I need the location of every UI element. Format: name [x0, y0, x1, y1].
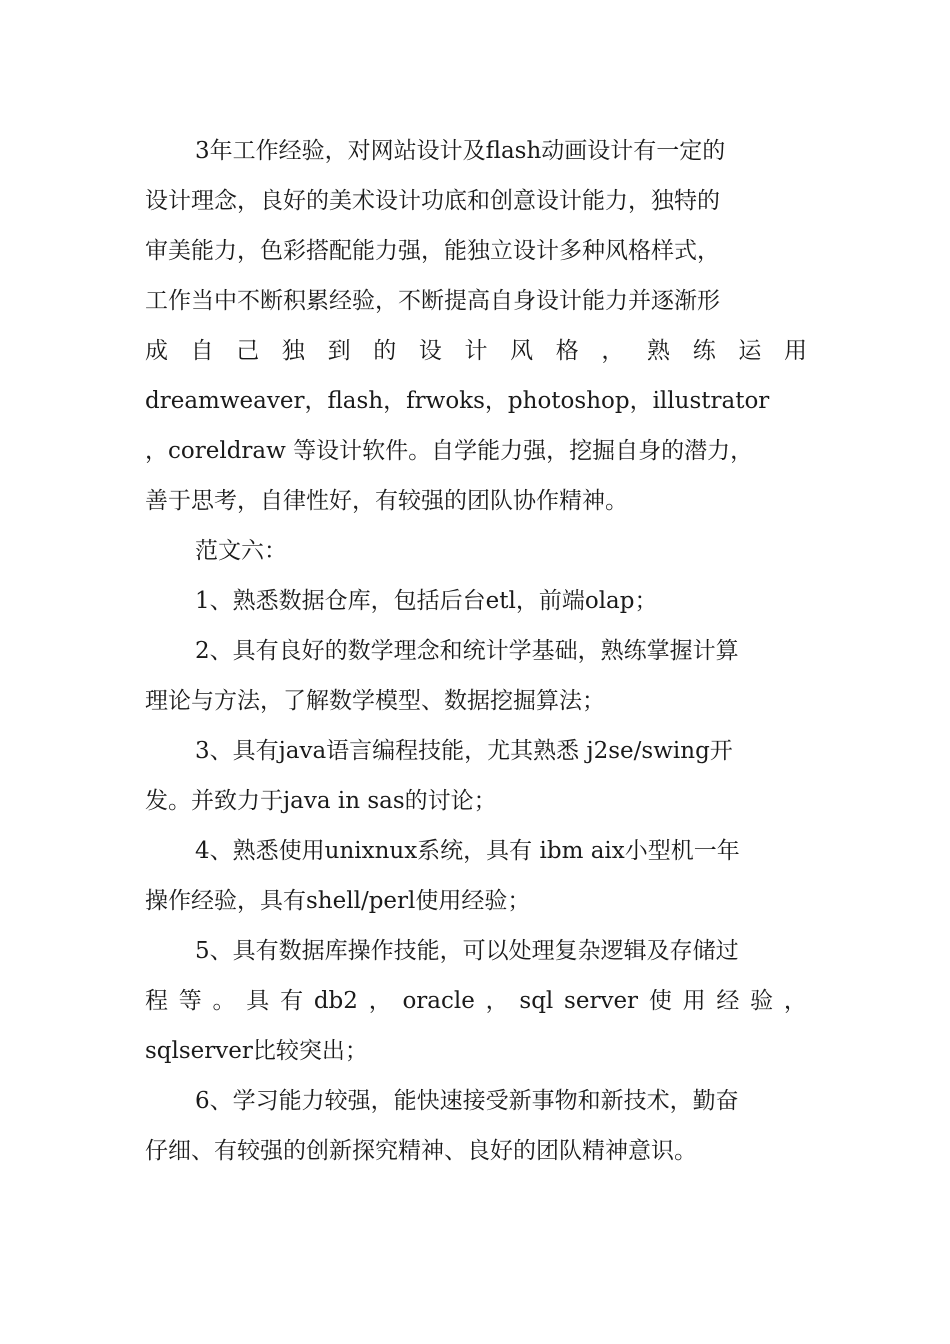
paragraph-line: sqlserver比较突出；	[145, 1038, 368, 1064]
word: 的	[373, 338, 397, 364]
word: 到	[327, 338, 351, 364]
word: 经	[716, 988, 740, 1014]
word: db2	[313, 988, 358, 1014]
paragraph-line: 工作当中不断积累经验，不断提高自身设计能力并逐渐形	[145, 288, 720, 314]
paragraph-line: 善于思考，自律性好，有较强的团队协作精神。	[145, 488, 628, 514]
word: 用	[783, 338, 807, 364]
word: 有	[280, 988, 304, 1014]
paragraph-line: 审美能力，色彩搭配能力强，能独立设计多种风格样式，	[145, 238, 720, 264]
justified-line	[145, 976, 807, 1026]
word: 风	[510, 338, 534, 364]
word: oracle	[402, 988, 475, 1014]
word: 程	[145, 988, 168, 1014]
paragraph-line: 设计理念，良好的美术设计功底和创意设计能力，独特的	[145, 188, 720, 214]
section-heading: 范文六：	[195, 538, 287, 564]
word: 计	[464, 338, 488, 364]
word: ，	[485, 988, 509, 1014]
justified-line	[145, 326, 807, 376]
list-item: 3、具有java语言编程技能，尤其熟悉 j2se/swing开	[195, 738, 733, 764]
list-item: 2、具有良好的数学理念和统计学基础，熟练掌握计算	[195, 638, 739, 664]
document-body	[145, 126, 807, 1176]
paragraph-line: 理论与方法，了解数学模型、数据挖掘算法；	[145, 688, 605, 714]
word: 运	[738, 338, 762, 364]
word: ，	[601, 338, 625, 364]
word: 格	[555, 338, 579, 364]
word: 使	[648, 988, 672, 1014]
list-item: 5、具有数据库操作技能，可以处理复杂逻辑及存储过	[195, 938, 739, 964]
word: 。	[212, 988, 236, 1014]
paragraph-line: ，coreldraw 等设计软件。自学能力强，挖掘自身的潜力，	[145, 438, 754, 464]
word: 成	[145, 338, 168, 364]
paragraph-line: 操作经验，具有shell/perl使用经验；	[145, 888, 531, 914]
list-item: 1、熟悉数据仓库，包括后台etl，前端olap；	[195, 588, 658, 614]
word: 验	[750, 988, 774, 1014]
word: 等	[178, 988, 202, 1014]
word: 用	[682, 988, 706, 1014]
word: 练	[692, 338, 716, 364]
paragraph-line: 仔细、有较强的创新探究精神、良好的团队精神意识。	[145, 1138, 697, 1164]
list-item: 6、学习能力较强，能快速接受新事物和新技术，勤奋	[195, 1088, 739, 1114]
word: 熟	[647, 338, 671, 364]
paragraph-line: 发。并致力于java in sas的讨论；	[145, 788, 497, 814]
word: server	[564, 988, 639, 1014]
list-item: 4、熟悉使用unixnux系统，具有 ibm aix小型机一年	[195, 838, 740, 864]
word: 自	[190, 338, 214, 364]
word: 设	[418, 338, 442, 364]
word: 具	[246, 988, 270, 1014]
word: ，	[368, 988, 392, 1014]
word: ，	[783, 988, 807, 1014]
word: 独	[281, 338, 305, 364]
paragraph-line: dreamweaver，flash，frwoks，photoshop，illustrator	[145, 388, 770, 414]
paragraph-line: 3年工作经验，对网站设计及flash动画设计有一定的	[195, 138, 726, 164]
word: sql	[519, 988, 554, 1014]
word: 己	[236, 338, 260, 364]
